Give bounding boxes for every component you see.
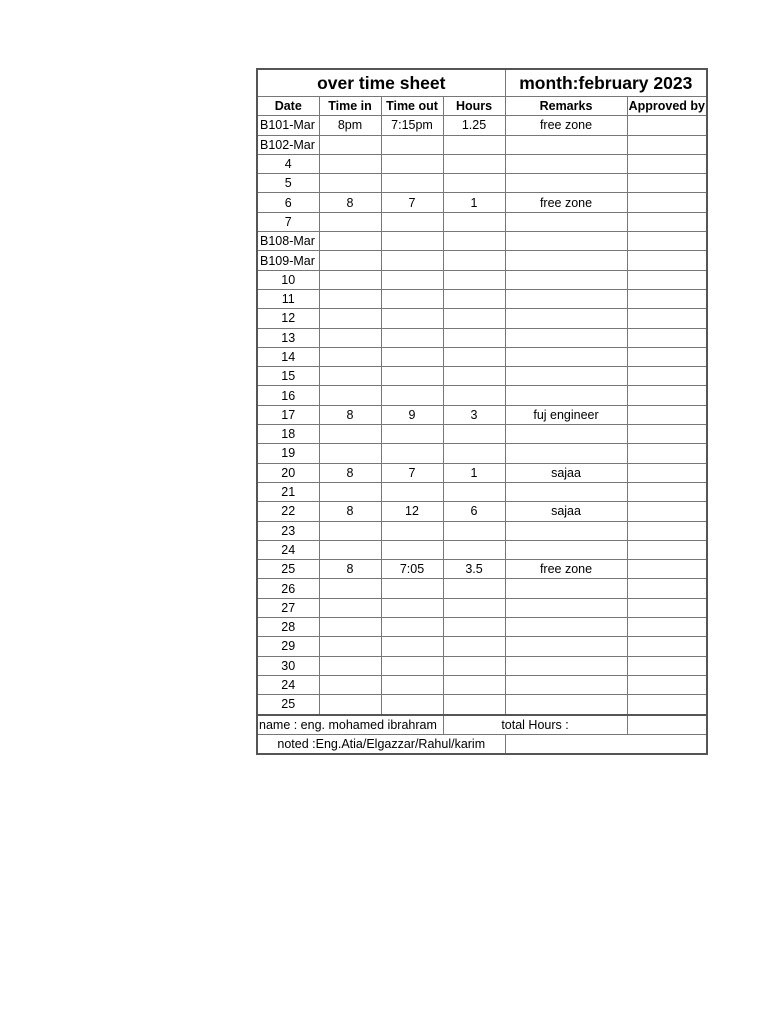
time-in-cell[interactable] xyxy=(319,309,381,328)
time-out-cell[interactable] xyxy=(381,598,443,617)
remarks-cell[interactable] xyxy=(505,540,627,559)
table-row xyxy=(257,521,707,540)
remarks-cell[interactable] xyxy=(505,675,627,694)
table-row xyxy=(257,212,707,231)
remarks-cell[interactable] xyxy=(505,232,627,251)
table-row xyxy=(257,444,707,463)
table-row xyxy=(257,251,707,270)
approved-by-cell[interactable] xyxy=(627,425,707,444)
time-out-cell[interactable] xyxy=(381,154,443,173)
date-cell[interactable]: 12 xyxy=(257,309,319,328)
remarks-cell[interactable] xyxy=(505,289,627,308)
remarks-cell[interactable] xyxy=(505,656,627,675)
table-row xyxy=(257,502,707,521)
remarks-cell[interactable] xyxy=(505,637,627,656)
header-remarks: Remarks xyxy=(505,97,627,116)
table-row xyxy=(257,309,707,328)
date-cell[interactable]: 19 xyxy=(257,444,319,463)
date-cell[interactable]: B101-Mar xyxy=(257,116,319,135)
table-row xyxy=(257,579,707,598)
approved-by-cell[interactable] xyxy=(627,463,707,482)
table-row xyxy=(257,386,707,405)
date-cell[interactable]: B102-Mar xyxy=(257,135,319,154)
approved-by-cell[interactable] xyxy=(627,521,707,540)
approved-by-cell[interactable] xyxy=(627,482,707,501)
date-cell[interactable]: 28 xyxy=(257,618,319,637)
approved-by-cell[interactable] xyxy=(627,502,707,521)
approved-by-cell[interactable] xyxy=(627,695,707,715)
hours-cell[interactable]: 1 xyxy=(443,463,505,482)
time-out-cell[interactable]: 7 xyxy=(381,463,443,482)
time-in-cell[interactable] xyxy=(319,135,381,154)
date-cell[interactable]: 6 xyxy=(257,193,319,212)
approved-by-cell[interactable] xyxy=(627,135,707,154)
table-row xyxy=(257,116,707,135)
time-out-cell[interactable] xyxy=(381,367,443,386)
table-row xyxy=(257,618,707,637)
table-row xyxy=(257,367,707,386)
month-label: month:february 2023 xyxy=(505,69,707,97)
hours-cell[interactable] xyxy=(443,675,505,694)
noted-value[interactable] xyxy=(505,734,707,754)
date-cell[interactable]: 29 xyxy=(257,637,319,656)
time-in-cell[interactable] xyxy=(319,347,381,366)
time-out-cell[interactable] xyxy=(381,212,443,231)
remarks-cell[interactable] xyxy=(505,174,627,193)
date-cell[interactable]: 25 xyxy=(257,695,319,715)
header-row xyxy=(257,97,707,116)
time-in-cell[interactable] xyxy=(319,289,381,308)
employee-name: name : eng. mohamed ibrahram xyxy=(257,715,443,735)
approved-by-cell[interactable] xyxy=(627,618,707,637)
time-in-cell[interactable]: 8 xyxy=(319,405,381,424)
time-out-cell[interactable] xyxy=(381,695,443,715)
date-cell[interactable]: 14 xyxy=(257,347,319,366)
hours-cell[interactable] xyxy=(443,251,505,270)
time-in-cell[interactable] xyxy=(319,212,381,231)
approved-by-cell[interactable] xyxy=(627,540,707,559)
table-row xyxy=(257,425,707,444)
remarks-cell[interactable] xyxy=(505,328,627,347)
date-cell[interactable]: 24 xyxy=(257,675,319,694)
time-out-cell[interactable]: 9 xyxy=(381,405,443,424)
header-time-in: Time in xyxy=(319,97,381,116)
hours-cell[interactable] xyxy=(443,618,505,637)
table-row xyxy=(257,289,707,308)
date-cell[interactable]: 27 xyxy=(257,598,319,617)
time-in-cell[interactable] xyxy=(319,328,381,347)
table-row xyxy=(257,656,707,675)
time-out-cell[interactable] xyxy=(381,347,443,366)
time-in-cell[interactable] xyxy=(319,386,381,405)
time-in-cell[interactable]: 8 xyxy=(319,193,381,212)
table-row xyxy=(257,540,707,559)
hours-cell[interactable] xyxy=(443,309,505,328)
approved-by-cell[interactable] xyxy=(627,386,707,405)
remarks-cell[interactable] xyxy=(505,425,627,444)
time-in-cell[interactable] xyxy=(319,270,381,289)
hours-cell[interactable] xyxy=(443,367,505,386)
date-cell[interactable]: 10 xyxy=(257,270,319,289)
hours-cell[interactable] xyxy=(443,174,505,193)
date-cell[interactable]: 23 xyxy=(257,521,319,540)
time-out-cell[interactable] xyxy=(381,675,443,694)
remarks-cell[interactable] xyxy=(505,521,627,540)
date-cell[interactable]: 22 xyxy=(257,502,319,521)
table-row xyxy=(257,637,707,656)
date-cell[interactable]: 13 xyxy=(257,328,319,347)
hours-cell[interactable] xyxy=(443,637,505,656)
date-cell[interactable]: 5 xyxy=(257,174,319,193)
approved-by-cell[interactable] xyxy=(627,289,707,308)
time-in-cell[interactable] xyxy=(319,695,381,715)
date-cell[interactable]: B109-Mar xyxy=(257,251,319,270)
remarks-cell[interactable] xyxy=(505,618,627,637)
time-out-cell[interactable] xyxy=(381,521,443,540)
time-in-cell[interactable] xyxy=(319,656,381,675)
hours-cell[interactable] xyxy=(443,270,505,289)
time-out-cell[interactable] xyxy=(381,328,443,347)
date-cell[interactable]: 4 xyxy=(257,154,319,173)
time-out-cell[interactable] xyxy=(381,482,443,501)
approved-by-cell[interactable] xyxy=(627,251,707,270)
table-row xyxy=(257,405,707,424)
approved-by-cell[interactable] xyxy=(627,174,707,193)
time-out-cell[interactable]: 12 xyxy=(381,502,443,521)
date-cell[interactable]: 15 xyxy=(257,367,319,386)
hours-cell[interactable] xyxy=(443,135,505,154)
date-cell[interactable]: 20 xyxy=(257,463,319,482)
time-out-cell[interactable] xyxy=(381,579,443,598)
overtime-table xyxy=(256,68,708,755)
time-in-cell[interactable] xyxy=(319,154,381,173)
approved-by-cell[interactable] xyxy=(627,347,707,366)
time-out-cell[interactable]: 7:05 xyxy=(381,560,443,579)
time-out-cell[interactable]: 7 xyxy=(381,193,443,212)
remarks-cell[interactable] xyxy=(505,367,627,386)
approved-by-cell[interactable] xyxy=(627,656,707,675)
table-row xyxy=(257,328,707,347)
date-cell[interactable]: 21 xyxy=(257,482,319,501)
approved-by-cell[interactable] xyxy=(627,232,707,251)
hours-cell[interactable] xyxy=(443,386,505,405)
header-date: Date xyxy=(257,97,319,116)
date-cell[interactable]: 16 xyxy=(257,386,319,405)
time-out-cell[interactable] xyxy=(381,232,443,251)
time-out-cell[interactable] xyxy=(381,309,443,328)
approved-by-cell[interactable] xyxy=(627,328,707,347)
time-in-cell[interactable] xyxy=(319,251,381,270)
table-row xyxy=(257,695,707,715)
remarks-cell[interactable] xyxy=(505,695,627,715)
table-row xyxy=(257,135,707,154)
time-out-cell[interactable] xyxy=(381,444,443,463)
time-in-cell[interactable]: 8 xyxy=(319,560,381,579)
remarks-cell[interactable] xyxy=(505,482,627,501)
remarks-cell[interactable] xyxy=(505,386,627,405)
approved-by-cell[interactable] xyxy=(627,598,707,617)
hours-cell[interactable] xyxy=(443,656,505,675)
time-in-cell[interactable] xyxy=(319,637,381,656)
time-out-cell[interactable] xyxy=(381,637,443,656)
approved-by-cell[interactable] xyxy=(627,309,707,328)
header-approved-by: Approved by xyxy=(627,97,707,116)
time-in-cell[interactable] xyxy=(319,521,381,540)
time-out-cell[interactable] xyxy=(381,251,443,270)
header-time-out: Time out xyxy=(381,97,443,116)
hours-cell[interactable] xyxy=(443,347,505,366)
time-out-cell[interactable] xyxy=(381,540,443,559)
time-out-cell[interactable] xyxy=(381,270,443,289)
remarks-cell[interactable] xyxy=(505,309,627,328)
remarks-cell[interactable] xyxy=(505,347,627,366)
table-row xyxy=(257,463,707,482)
remarks-cell[interactable] xyxy=(505,270,627,289)
approved-by-cell[interactable] xyxy=(627,579,707,598)
remarks-cell[interactable] xyxy=(505,579,627,598)
approved-by-cell[interactable] xyxy=(627,405,707,424)
hours-cell[interactable] xyxy=(443,598,505,617)
table-row xyxy=(257,482,707,501)
header-hours: Hours xyxy=(443,97,505,116)
table-row xyxy=(257,270,707,289)
time-out-cell[interactable]: 7:15pm xyxy=(381,116,443,135)
date-cell[interactable]: 18 xyxy=(257,425,319,444)
approved-by-cell[interactable] xyxy=(627,444,707,463)
remarks-cell[interactable] xyxy=(505,212,627,231)
hours-cell[interactable] xyxy=(443,521,505,540)
time-in-cell[interactable] xyxy=(319,598,381,617)
total-hours-label: total Hours : xyxy=(443,715,627,735)
noted-text: noted :Eng.Atia/Elgazzar/Rahul/karim xyxy=(257,734,505,754)
remarks-cell[interactable]: fuj engineer xyxy=(505,405,627,424)
time-out-cell[interactable] xyxy=(381,386,443,405)
approved-by-cell[interactable] xyxy=(627,560,707,579)
remarks-cell[interactable]: sajaa xyxy=(505,502,627,521)
time-in-cell[interactable]: 8 xyxy=(319,502,381,521)
remarks-cell[interactable] xyxy=(505,251,627,270)
hours-cell[interactable]: 1 xyxy=(443,193,505,212)
approved-by-cell[interactable] xyxy=(627,367,707,386)
date-cell[interactable]: 26 xyxy=(257,579,319,598)
table-row xyxy=(257,347,707,366)
hours-cell[interactable] xyxy=(443,212,505,231)
remarks-cell[interactable]: free zone xyxy=(505,116,627,135)
remarks-cell[interactable]: sajaa xyxy=(505,463,627,482)
approved-by-cell[interactable] xyxy=(627,637,707,656)
hours-cell[interactable] xyxy=(443,328,505,347)
hours-cell[interactable]: 6 xyxy=(443,502,505,521)
table-row xyxy=(257,598,707,617)
approved-by-cell[interactable] xyxy=(627,212,707,231)
hours-cell[interactable]: 3.5 xyxy=(443,560,505,579)
hours-cell[interactable] xyxy=(443,695,505,715)
time-in-cell[interactable] xyxy=(319,174,381,193)
hours-cell[interactable] xyxy=(443,482,505,501)
approved-by-cell[interactable] xyxy=(627,154,707,173)
time-in-cell[interactable] xyxy=(319,618,381,637)
hours-cell[interactable] xyxy=(443,154,505,173)
total-hours-value[interactable] xyxy=(627,715,707,735)
hours-cell[interactable] xyxy=(443,425,505,444)
hours-cell[interactable]: 1.25 xyxy=(443,116,505,135)
time-in-cell[interactable] xyxy=(319,579,381,598)
approved-by-cell[interactable] xyxy=(627,675,707,694)
remarks-cell[interactable]: free zone xyxy=(505,560,627,579)
sheet-title: over time sheet xyxy=(257,69,505,97)
table-row xyxy=(257,193,707,212)
approved-by-cell[interactable] xyxy=(627,193,707,212)
time-in-cell[interactable] xyxy=(319,482,381,501)
name-row xyxy=(257,715,707,735)
date-cell[interactable]: 11 xyxy=(257,289,319,308)
remarks-cell[interactable] xyxy=(505,444,627,463)
time-in-cell[interactable] xyxy=(319,540,381,559)
approved-by-cell[interactable] xyxy=(627,270,707,289)
hours-cell[interactable] xyxy=(443,444,505,463)
remarks-cell[interactable] xyxy=(505,135,627,154)
hours-cell[interactable] xyxy=(443,579,505,598)
time-out-cell[interactable] xyxy=(381,135,443,154)
table-row xyxy=(257,675,707,694)
hours-cell[interactable] xyxy=(443,289,505,308)
remarks-cell[interactable] xyxy=(505,598,627,617)
approved-by-cell[interactable] xyxy=(627,116,707,135)
table-row xyxy=(257,154,707,173)
time-out-cell[interactable] xyxy=(381,618,443,637)
time-in-cell[interactable] xyxy=(319,444,381,463)
date-cell[interactable]: 25 xyxy=(257,560,319,579)
time-out-cell[interactable] xyxy=(381,174,443,193)
time-in-cell[interactable] xyxy=(319,675,381,694)
remarks-cell[interactable] xyxy=(505,154,627,173)
date-cell[interactable]: B108-Mar xyxy=(257,232,319,251)
remarks-cell[interactable]: free zone xyxy=(505,193,627,212)
hours-cell[interactable] xyxy=(443,540,505,559)
date-cell[interactable]: 17 xyxy=(257,405,319,424)
noted-row xyxy=(257,734,707,754)
overtime-sheet xyxy=(256,68,706,755)
time-out-cell[interactable] xyxy=(381,289,443,308)
table-row xyxy=(257,232,707,251)
time-out-cell[interactable] xyxy=(381,425,443,444)
time-in-cell[interactable] xyxy=(319,425,381,444)
title-row xyxy=(257,69,707,97)
time-out-cell[interactable] xyxy=(381,656,443,675)
time-in-cell[interactable] xyxy=(319,367,381,386)
date-cell[interactable]: 7 xyxy=(257,212,319,231)
date-cell[interactable]: 30 xyxy=(257,656,319,675)
time-in-cell[interactable] xyxy=(319,232,381,251)
table-row xyxy=(257,560,707,579)
table-row xyxy=(257,174,707,193)
date-cell[interactable]: 24 xyxy=(257,540,319,559)
hours-cell[interactable] xyxy=(443,232,505,251)
time-in-cell[interactable]: 8 xyxy=(319,463,381,482)
hours-cell[interactable]: 3 xyxy=(443,405,505,424)
time-in-cell[interactable]: 8pm xyxy=(319,116,381,135)
